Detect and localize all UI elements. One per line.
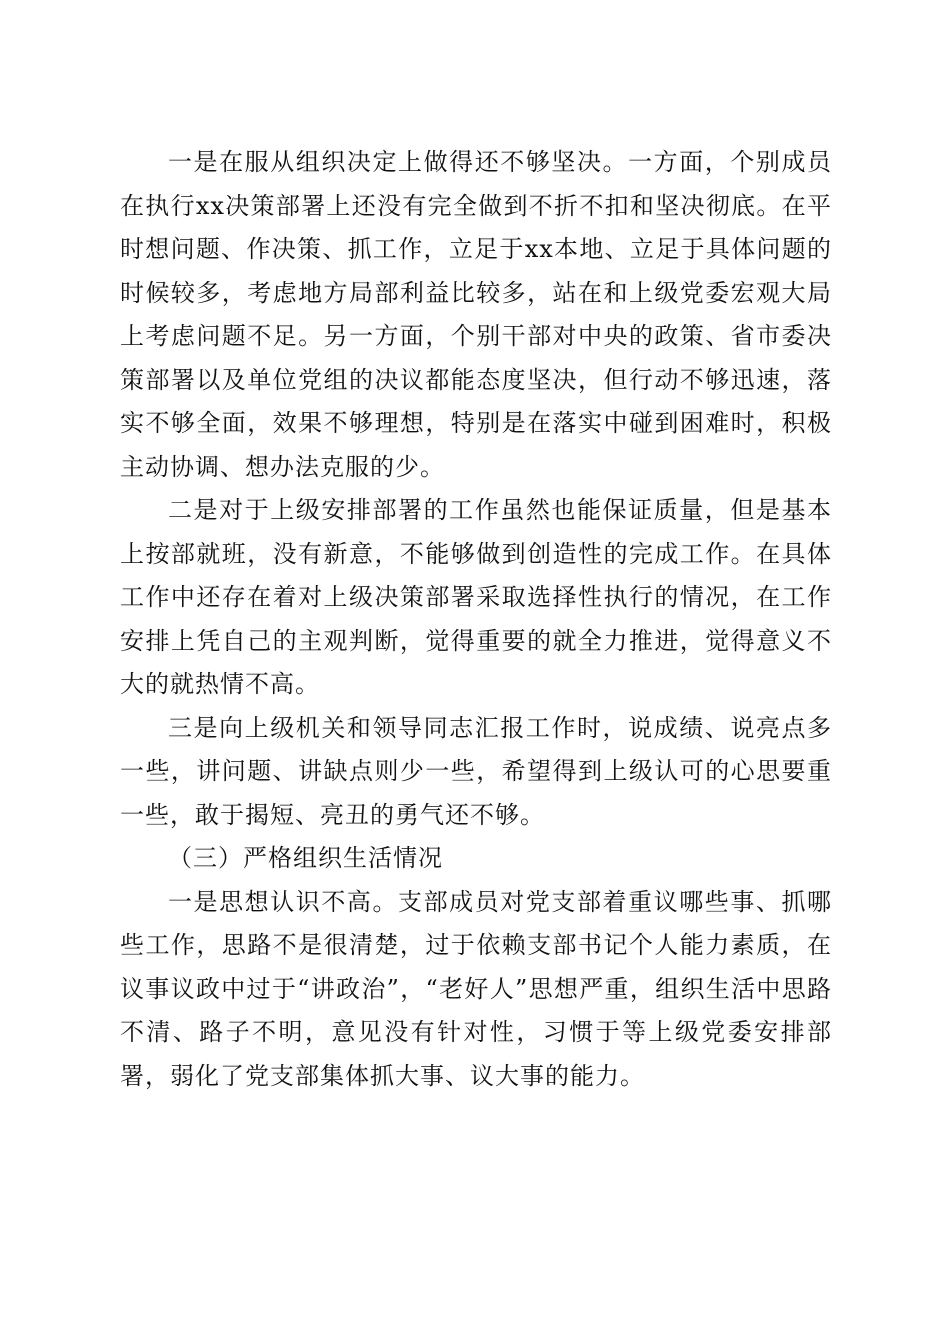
- paragraph-routine-work: 二是对于上级安排部署的工作虽然也能保证质量，但是基本上按部就班，没有新意，不能够做到创造性的完成工作。在具体工作中还存在着对上级决策部署采取选择性执行的情况，在工作安排上凭自己的主观判断，觉得重要的就全力推进，觉得意义不大的就热情不高。: [120, 496, 832, 698]
- paragraph-obey-organization: 一是在服从组织决定上做得还不够坚决。一方面，个别成员在执行xx决策部署上还没有完全做到不折不扣和坚决彻底。在平时想问题、作决策、抓工作，立足于xx本地、立足于具体问题的时候较多，考虑地方局部利益比较多，站在和上级党委宏观大局上考虑问题不足。另一方面，个别干部对中央的政策、省市委决策部署以及单位党组的决议都能态度坚决，但行动不够迅速，落实不够全面，效果不够理想，特别是在落实中碰到困难时，积极主动协调、想办法克服的少。: [120, 148, 832, 481]
- section-heading: （三）严格组织生活情况: [168, 844, 443, 872]
- document-body: [120, 141, 832, 1098]
- paragraph-reporting: 三是向上级机关和领导同志汇报工作时，说成绩、说亮点多一些，讲问题、讲缺点则少一些，希望得到上级认可的心思要重一些，敢于揭短、亮丑的勇气还不够。: [120, 713, 832, 829]
- paragraph-ideological-awareness: 一是思想认识不高。支部成员对党支部着重议哪些事、抓哪些工作，思路不是很清楚，过于依赖支部书记个人能力素质，在议事议政中过于“讲政治”，“老好人”思想严重，组织生活中思路不清、路子不明，意见没有针对性，习惯于等上级党委安排部署，弱化了党支部集体抓大事、议大事的能力。: [120, 887, 832, 1090]
